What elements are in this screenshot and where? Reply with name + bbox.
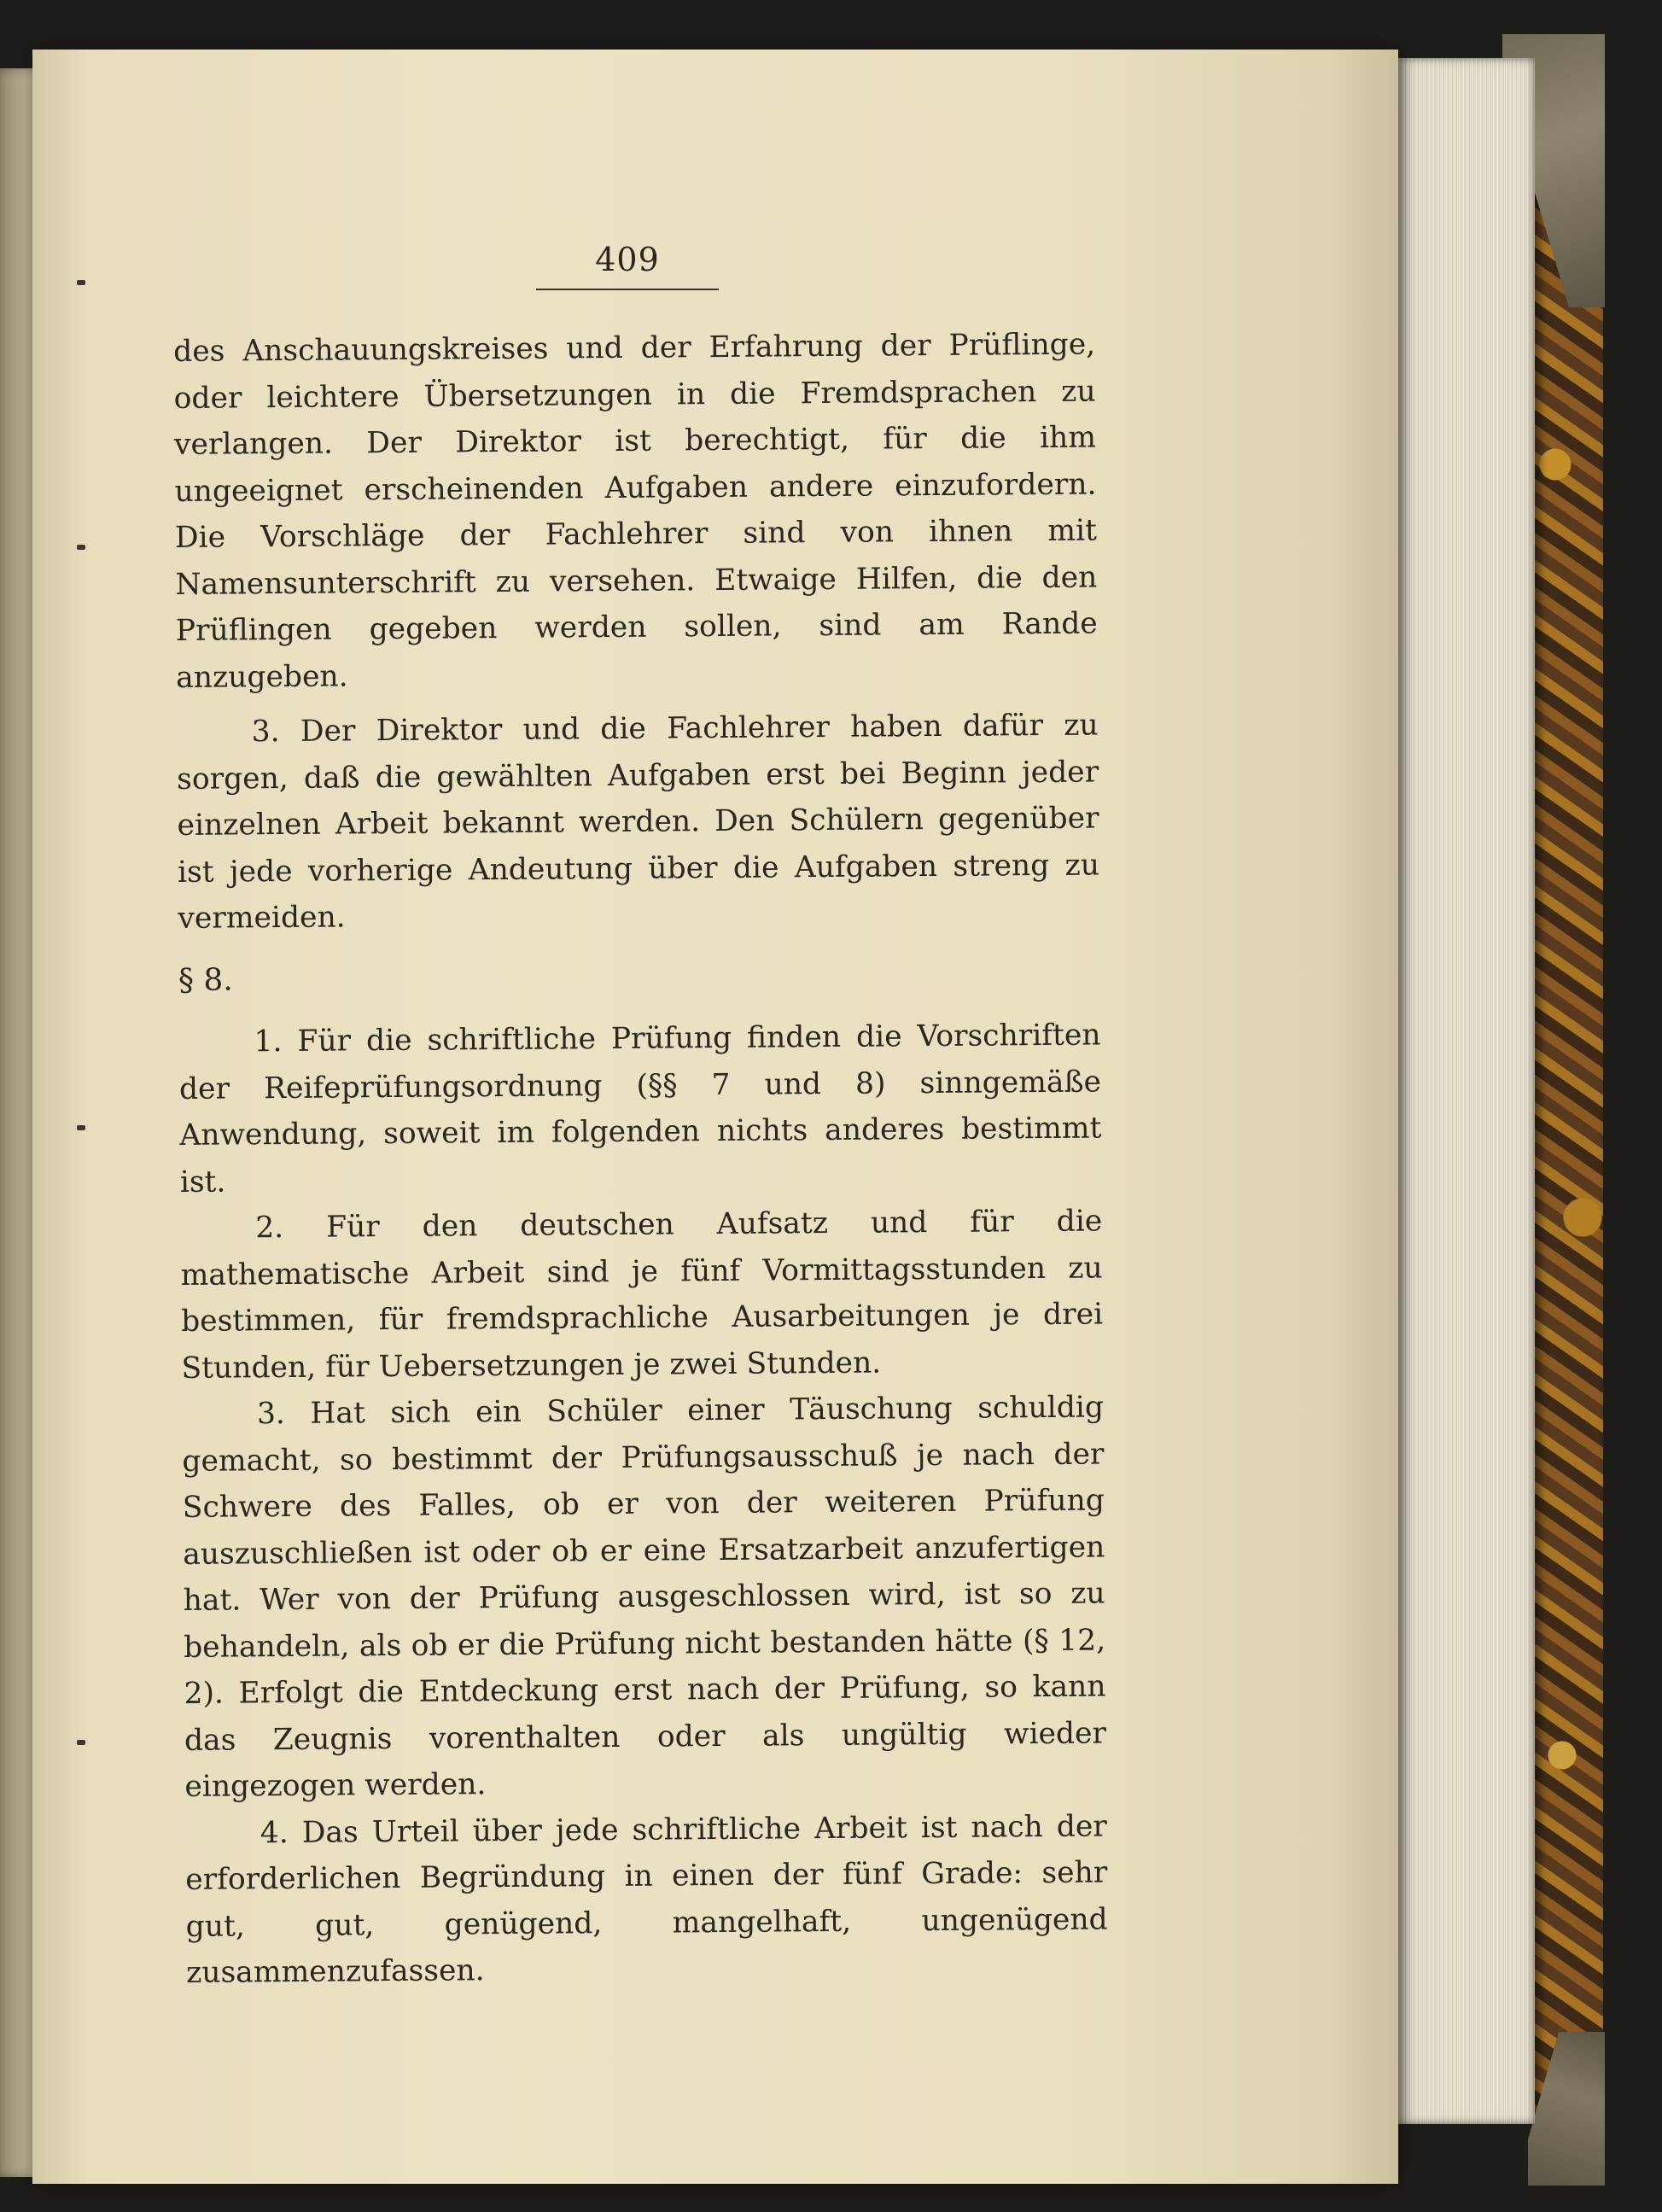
marbled-cover-board xyxy=(1535,34,1603,2186)
page-fore-edge xyxy=(1398,58,1535,2124)
section-paragraph-3: 3. Hat sich ein Schüler einer Täuschung schuldig gemacht, so bestimmt der Prüfungsausschuß je nach der Schwere des Falles, ob er von der weiteren Prüfung auszuschließen ist oder ob er eine Ersatzarbeit anzufertigen hat. Wer von der Prüfung ausgeschlossen wird, ist so zu behandeln, als ob er die Prüfung nicht bestanden hätte (§ 12, 2). Erfolgt die Entdeckung erst nach der Prüfung, so kann das Zeugnis vorenthalten oder als ungültig wieder eingezogen werden. xyxy=(182,1390,1107,1804)
page-number: 409 xyxy=(595,241,660,278)
page-number-rule xyxy=(536,289,719,290)
binding-mark xyxy=(77,1125,85,1130)
section-paragraph-1: 1. Für die schriftliche Prüfung finden die Vorschriften der Reifeprüfungsordnung (§§ 7 und 8) sinngemäße Anwendung, soweit im folgenden nichts anderes bestimmt ist. xyxy=(178,1018,1102,1199)
paragraph-item-3: 3. Der Direktor und die Fachlehrer haben dafür zu sorgen, daß die gewählten Aufgaben erst bei Beginn jeder einzelnen Arbeit bekannt werden. Den Schülern gegenüber ist jede vorherige Andeutung über die Aufgaben streng zu vermeiden. xyxy=(176,708,1100,936)
binding-mark xyxy=(77,545,85,550)
section-heading: § 8. xyxy=(178,961,233,998)
section-paragraph-4: 4. Das Urteil über jede schriftliche Arbeit ist nach der erforderlichen Begründung in einen der fünf Grade: sehr gut, gut, genügend, mangelhaft, ungenügend zusammenzufassen. xyxy=(185,1808,1108,1990)
binding-mark xyxy=(77,1740,85,1745)
body-text xyxy=(173,322,1108,1997)
paragraph-continuation: des Anschauungskreises und der Erfahrung der Prüflinge, oder leichtere Übersetzungen in die Fremdsprachen zu verlangen. Der Direktor ist berechtigt, für die ihm ungeeignet erscheinenden Aufgaben andere einzufordern. Die Vorschläge der Fachlehrer sind von ihnen mit Namensunterschrift zu versehen. Etwaige Hilfen, die den Prüflingen gegeben werden sollen, sind am Rande anzugeben. xyxy=(173,327,1098,695)
section-paragraph-2: 2. Für den deutschen Aufsatz und für die mathematische Arbeit sind je fünf Vormittagsstunden zu bestimmen, für fremdsprachliche Ausarbeitungen je drei Stunden, für Uebersetzungen je zwei Stunden. xyxy=(180,1204,1104,1386)
binding-mark xyxy=(77,280,85,285)
